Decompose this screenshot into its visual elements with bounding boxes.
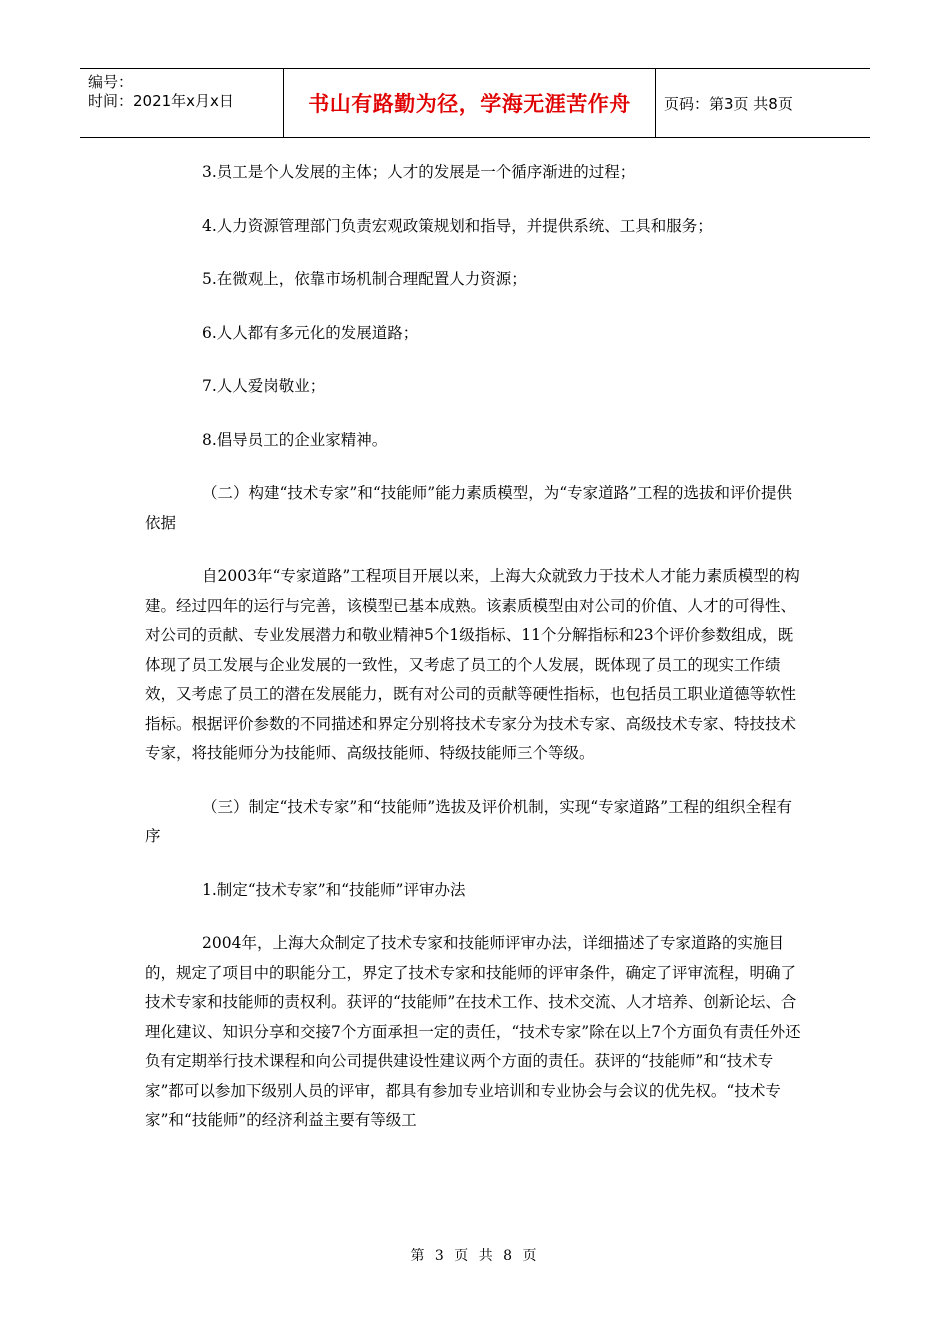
header-motto: 书山有路勤为径，学海无涯苦作舟 bbox=[283, 69, 656, 137]
section-heading-3: （三）制定“技术专家”和“技能师”选拔及评价机制，实现“专家道路”工程的组织全程有序 bbox=[145, 797, 793, 845]
list-item-7: 7.人人爱岗敬业； bbox=[202, 377, 326, 395]
body-paragraph-model: 自2003年“专家道路”工程项目开展以来，上海大众就致力于技术人才能力素质模型的构建。经过四年的运行与完善，该模型已基本成熟。该素质模型由对公司的价值、人才的可得性、对公司的贡献、专业发展潜力和敬业精神5个1级指标、11个分解指标和23个评价参数组成，既体现了员工发展与企业发展的一致性，又考虑了员工的个人发展，既体现了员工的现实工作绩效，又考虑了员工的潜在发展能力，既有对公司的贡献等硬性指标，也包括员工职业道德等软性指标。根据评价参数的不同描述和界定分别将技术专家分为技术专家、高级技术专家、特技技术专家，将技能师分为技能师、高级技能师、特级技能师三个等级。 bbox=[145, 567, 800, 762]
document-time-label: 时间：2021年x月x日 bbox=[88, 92, 234, 110]
list-item-3: 3.员工是个人发展的主体；人才的发展是一个循序渐进的过程； bbox=[202, 163, 636, 181]
list-item-8: 8.倡导员工的企业家精神。 bbox=[202, 430, 388, 449]
subsection-heading-1: 1.制定“技术专家”和“技能师”评审办法 bbox=[202, 880, 466, 899]
page-header bbox=[80, 68, 870, 138]
list-item-4: 4.人力资源管理部门负责宏观政策规划和指导，并提供系统、工具和服务； bbox=[202, 216, 713, 235]
list-item-5: 5.在微观上，依靠市场机制合理配置人力资源； bbox=[202, 270, 527, 288]
body-paragraph-review: 2004年，上海大众制定了技术专家和技能师评审办法，详细描述了专家道路的实施目的，规定了项目中的职能分工，界定了技术专家和技能师的评审条件，确定了评审流程，明确了技术专家和技能师的责权利。获评的“技能师”在技术工作、技术交流、人才培养、创新论坛、合理化建议、知识分享和交接7个方面承担一定的责任，“技术专家”除在以上7个方面负有责任外还负有定期举行技术课程和向公司提供建设性建议两个方面的责任。获评的“技能师”和“技术专家”都可以参加下级别人员的评审，都具有参加专业培训和专业协会与会议的优先权。“技术专家”和“技能师”的经济利益主要有等级工 bbox=[145, 934, 801, 1129]
header-meta bbox=[80, 69, 283, 137]
header-page-info: 页码：第3页 共8页 bbox=[664, 94, 793, 113]
section-heading-2: （二）构建“技术专家”和“技能师”能力素质模型，为“专家道路”工程的选拔和评价提供依据 bbox=[145, 484, 793, 532]
document-number-label: 编号： bbox=[88, 73, 134, 91]
document-body bbox=[145, 158, 805, 1160]
page-footer: 第 3 页 共 8 页 bbox=[410, 1248, 540, 1264]
list-item-6: 6.人人都有多元化的发展道路； bbox=[202, 323, 419, 342]
